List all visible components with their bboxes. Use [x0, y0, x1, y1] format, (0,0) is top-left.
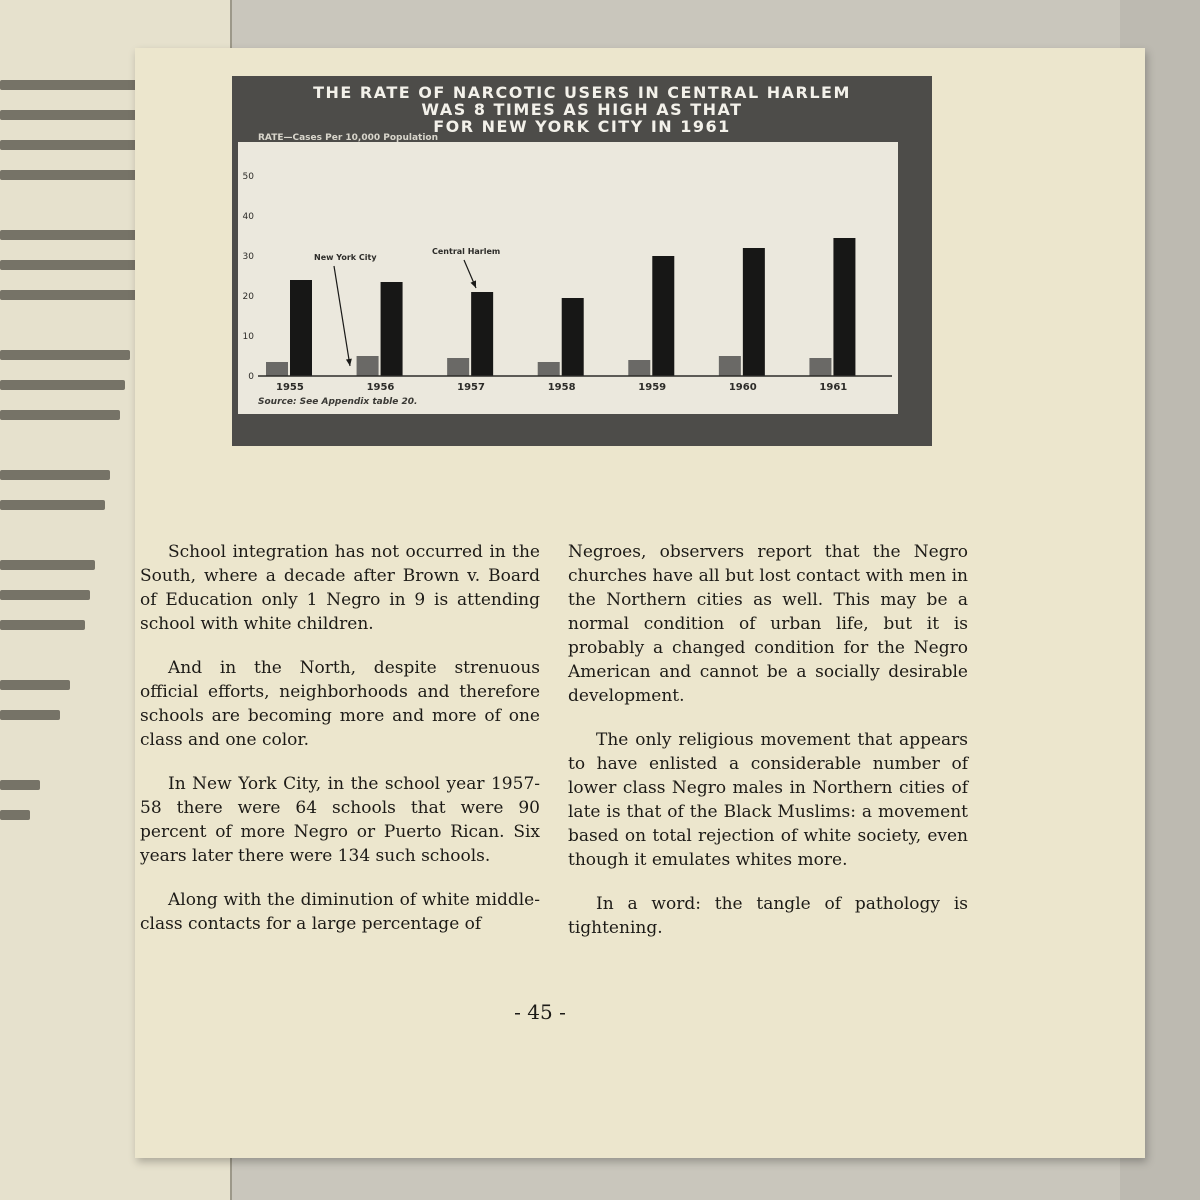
bar-central-harlem	[290, 280, 312, 376]
bar-chart	[232, 76, 932, 446]
y-axis-label: RATE—Cases Per 10,000 Population	[258, 133, 439, 143]
right-text-column	[568, 540, 968, 960]
bar-new-york-city	[538, 362, 560, 376]
bar-central-harlem	[471, 292, 493, 376]
bar-central-harlem	[743, 248, 765, 376]
paragraph: Negroes, observers report that the Negro churches have all but lost contact with men in the Northern cities as well. This may be a normal condition of urban life, but it is probably a changed condition for the Negro American and cannot be a socially desirable development.	[568, 542, 968, 706]
x-tick-label: 1959	[638, 382, 667, 393]
x-tick-label: 1961	[819, 382, 848, 393]
paragraph: Along with the diminution of white middle-class contacts for a large percentage of	[140, 890, 540, 934]
x-tick-label: 1958	[547, 382, 576, 393]
chart-source-note: Source: See Appendix table 20.	[258, 397, 418, 407]
bar-central-harlem	[652, 256, 674, 376]
bar-new-york-city	[266, 362, 288, 376]
bar-new-york-city	[628, 360, 650, 376]
page-number: - 45 -	[514, 1000, 566, 1024]
bar-central-harlem	[562, 298, 584, 376]
paragraph: And in the North, despite strenuous official efforts, neighborhoods and therefore schools are becoming more and more of one class and one color.	[140, 658, 540, 750]
x-tick-label: 1960	[728, 382, 757, 393]
chart-title-line: FOR NEW YORK CITY IN 1961	[433, 117, 731, 136]
bar-new-york-city	[357, 356, 379, 376]
paragraph: In New York City, in the school year 1957-58 there were 64 schools that were 90 percent of more Negro or Puerto Rican. Six years later there were 134 such schools.	[140, 774, 540, 866]
x-tick-label: 1955	[276, 382, 304, 393]
bar-new-york-city	[447, 358, 469, 376]
bar-new-york-city	[809, 358, 831, 376]
paragraph: In a word: the tangle of pathology is tightening.	[568, 894, 968, 938]
y-tick-label: 10	[242, 332, 254, 342]
chart-panel	[232, 76, 932, 446]
bar-central-harlem	[833, 238, 855, 376]
x-tick-label: 1956	[366, 382, 395, 393]
y-tick-label: 0	[248, 372, 254, 382]
annotation-central-harlem: Central Harlem	[432, 247, 501, 256]
y-tick-label: 20	[242, 292, 254, 302]
chart-title-line: THE RATE OF NARCOTIC USERS IN CENTRAL HARLEM	[313, 83, 851, 102]
bar-central-harlem	[381, 282, 403, 376]
paragraph: The only religious movement that appears to have enlisted a considerable number of lower class Negro males in Northern cities of late is that of the Black Muslims: a movement based on total rejection of white society, even though it emulates whites more.	[568, 730, 968, 870]
chart-title-line: WAS 8 TIMES AS HIGH AS THAT	[421, 100, 743, 119]
bar-new-york-city	[719, 356, 741, 376]
y-tick-label: 30	[242, 252, 254, 262]
paragraph: School integration has not occurred in the South, where a decade after Brown v. Board of Education only 1 Negro in 9 is attending school with white children.	[140, 542, 540, 634]
y-tick-label: 40	[242, 212, 254, 222]
y-tick-label: 50	[242, 172, 254, 182]
left-text-column	[140, 540, 540, 956]
x-tick-label: 1957	[457, 382, 485, 393]
annotation-new-york-city: New York City	[314, 253, 377, 262]
